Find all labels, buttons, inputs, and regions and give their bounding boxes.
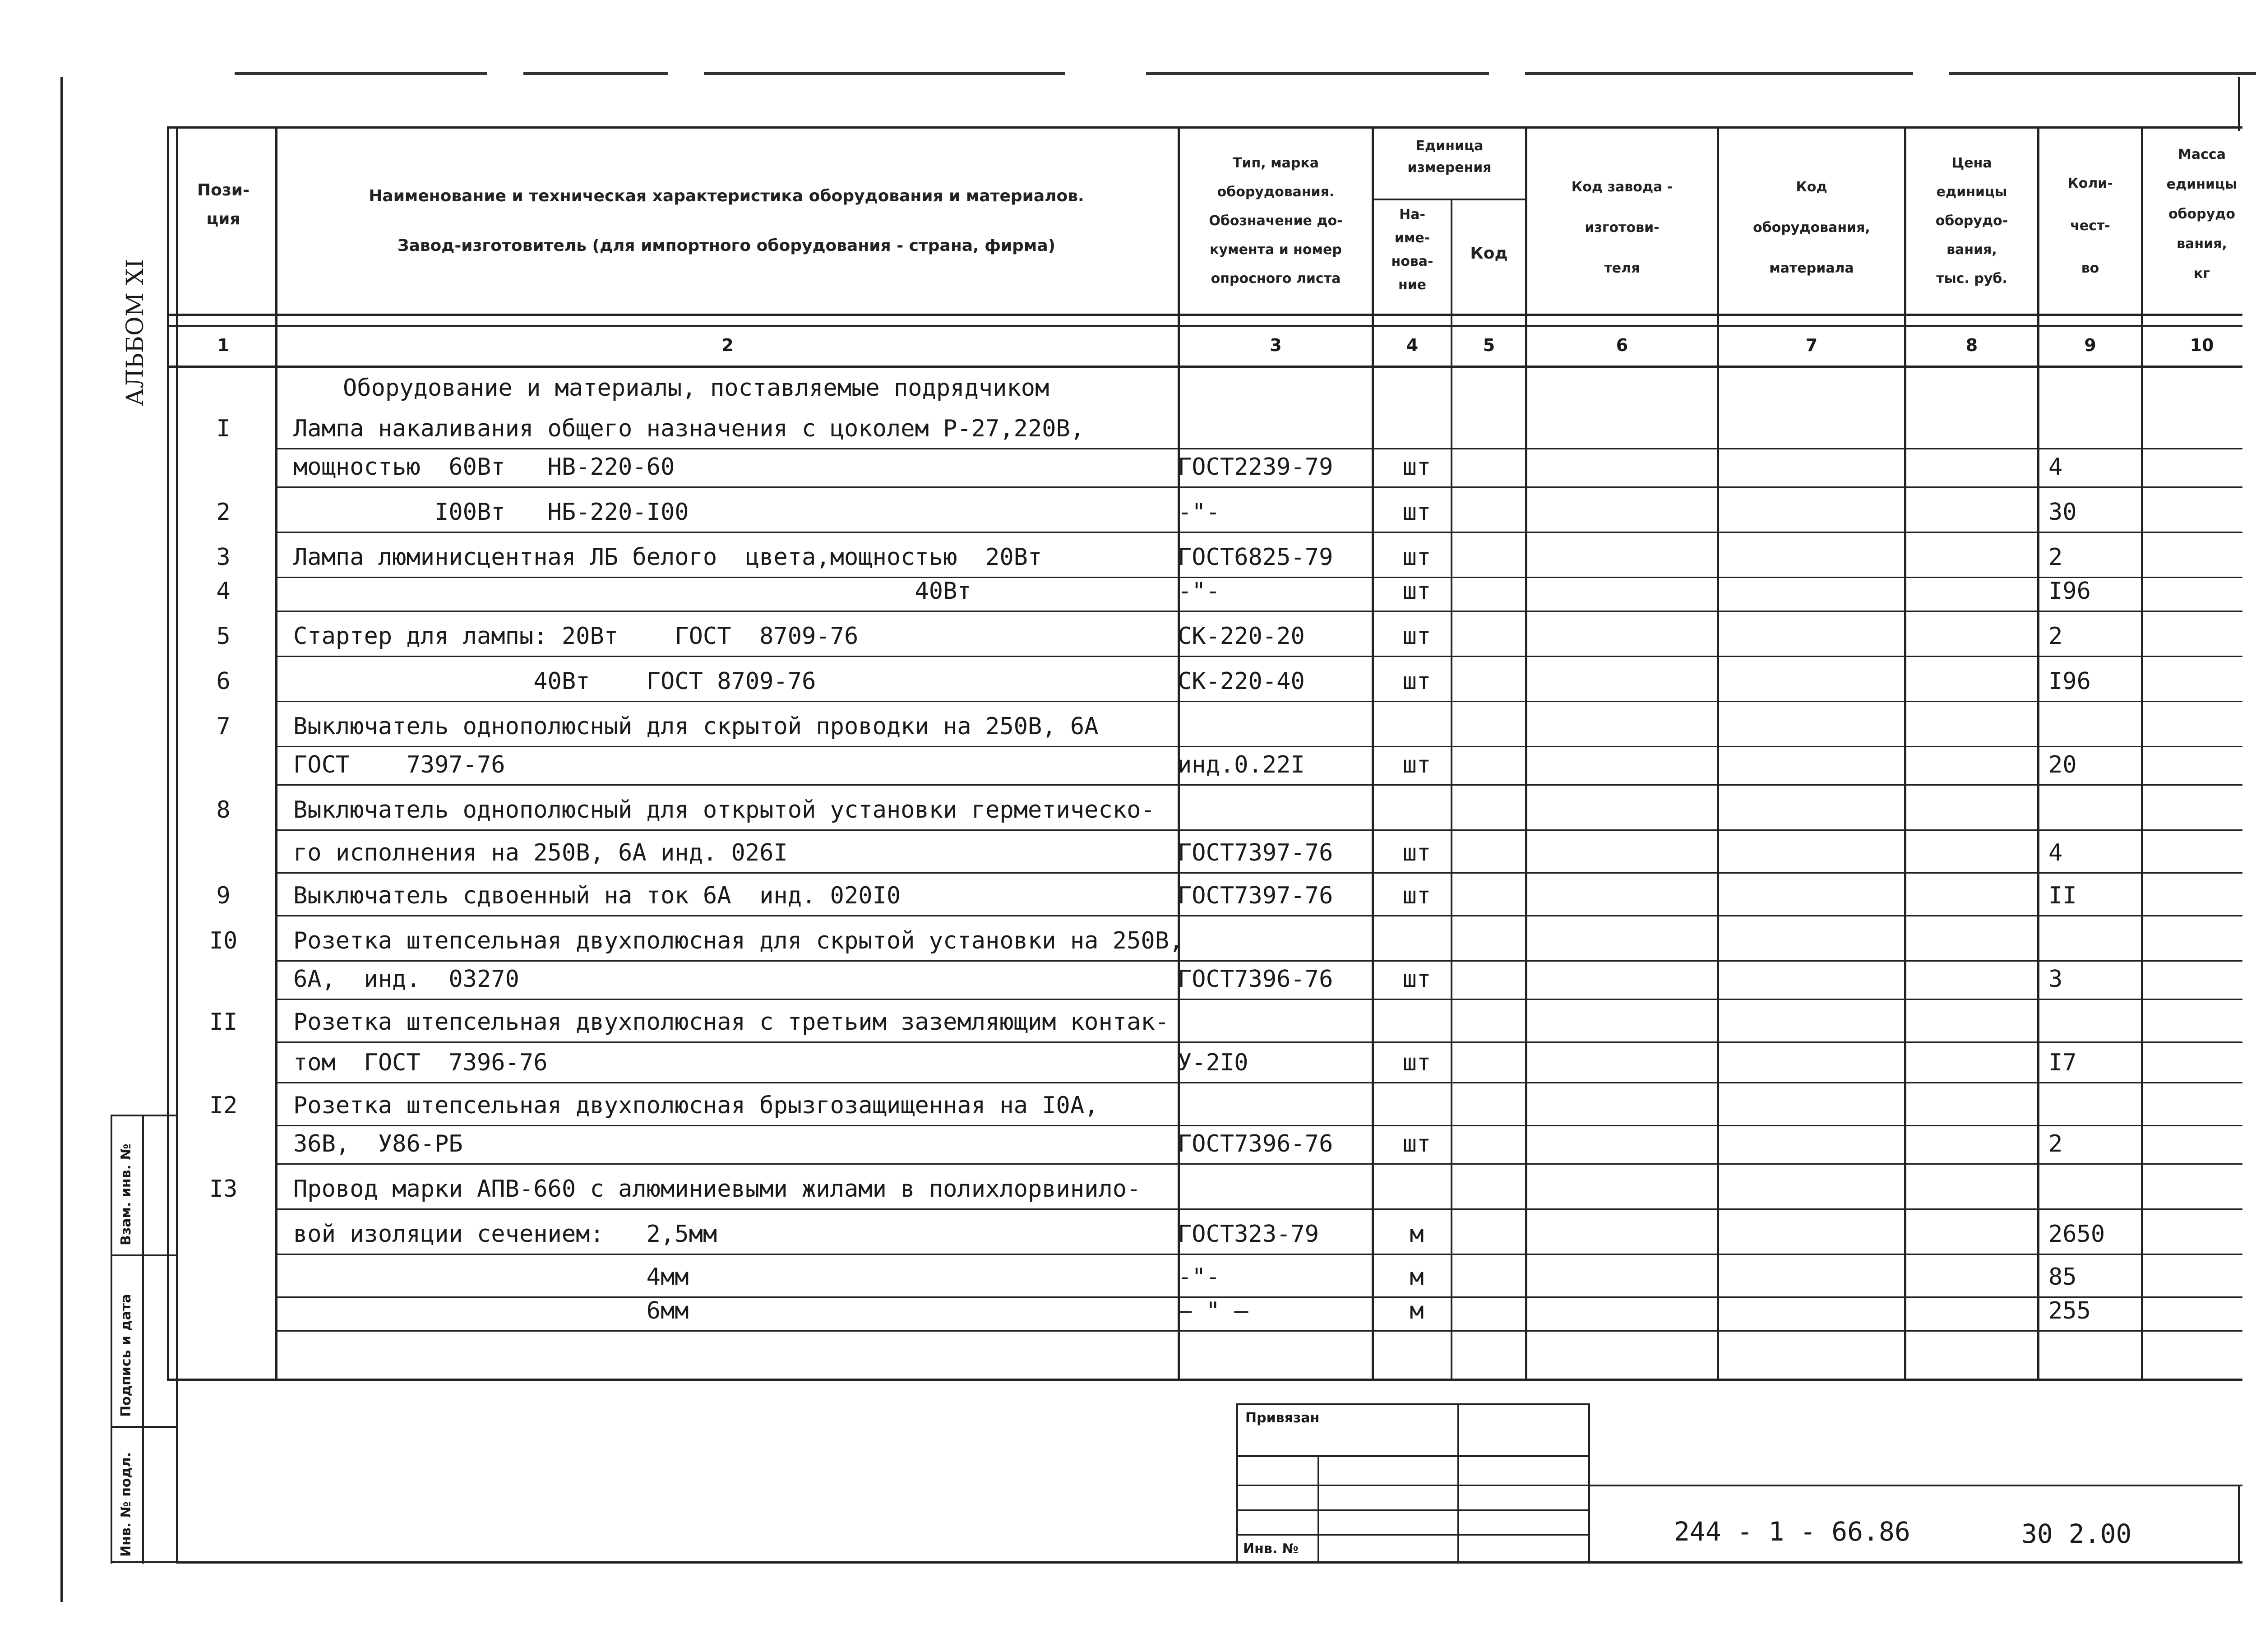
row-name: 4мм (293, 1263, 689, 1291)
side-podpis-data: Подпись и дата (118, 1294, 134, 1417)
row-quantity: 2 (2048, 623, 2063, 650)
colnum-3: 3 (1270, 335, 1282, 355)
table-row (0, 745, 2256, 785)
row-quantity: 4 (2048, 839, 2063, 866)
row-name: том ГОСТ 7396-76 (293, 1049, 548, 1076)
row-quantity: 30 (2048, 499, 2077, 526)
row-position: 2 (216, 499, 231, 526)
row-position: 6 (216, 668, 231, 695)
row-position: 7 (216, 713, 231, 740)
row-name: Розетка штепсельная двухполюсная брызгозащищенная на I0А, (293, 1092, 1099, 1119)
row-name: Розетка штепсельная двухполюсная с третьим заземляющим контак- (293, 1009, 1170, 1036)
table-row (0, 921, 2256, 961)
row-quantity: 4 (2048, 453, 2063, 481)
row-quantity: 3 (2048, 966, 2063, 993)
document-code: 244 - 1 - 66.86 (1674, 1516, 1910, 1547)
row-position: I2 (209, 1092, 238, 1119)
row-unit: шт (1402, 751, 1431, 778)
row-unit: шт (1402, 1049, 1431, 1076)
row-quantity: 2 (2048, 1130, 2063, 1157)
header-name: Наименование и техническая характеристика оборудования и материалов. Завод-изготовитель (для импортного оборудования - страна, фирма) (369, 187, 1084, 255)
row-name: Выключатель однополюсный для скрытой проводки на 250В, 6А (293, 713, 1099, 740)
row-unit: м (1410, 1221, 1424, 1248)
colnum-5: 5 (1483, 335, 1495, 355)
row-position: I (216, 415, 231, 442)
row-name: 6А, инд. 03270 (293, 966, 519, 993)
colnum-4: 4 (1406, 335, 1419, 355)
row-name: 40Вт ГОСТ 8709-76 (293, 668, 816, 695)
row-quantity: I7 (2048, 1049, 2077, 1076)
table-row (0, 571, 2256, 611)
row-name: Лампа люминисцентная ЛБ белого цвета,мощностью 20Вт (293, 544, 1042, 571)
row-quantity: 2650 (2048, 1221, 2105, 1248)
row-quantity: 85 (2048, 1263, 2077, 1291)
colnum-2: 2 (721, 335, 734, 355)
row-position: 3 (216, 544, 231, 571)
table-row (0, 616, 2256, 657)
header-position: Пози- ция (197, 181, 250, 228)
table-row (0, 661, 2256, 702)
colnum-8: 8 (1965, 335, 1978, 355)
row-name: вой изоляции сечением: 2,5мм (293, 1221, 717, 1248)
side-inv-podl: Инв. № подл. (118, 1452, 134, 1557)
row-unit: м (1410, 1263, 1424, 1291)
stamp-inv-no: Инв. № (1243, 1541, 1299, 1557)
row-name: го исполнения на 250В, 6А инд. 026I (293, 839, 788, 866)
stamp-privyazan: Привязан (1245, 1410, 1320, 1426)
row-unit: шт (1402, 1130, 1431, 1157)
header-equipment-code: Код оборудования, материала (1753, 179, 1870, 276)
table-row (0, 1214, 2256, 1254)
header-factory-code: Код завода - изготови- теля (1571, 179, 1673, 276)
row-name: 36В, У86-РБ (293, 1130, 463, 1157)
header-type: Тип, марка оборудования. Обозначение до- кумента и номер опросного листа (1209, 155, 1343, 287)
row-name: Розетка штепсельная двухполюсная для скрытой установки на 250В, (293, 927, 1183, 954)
colnum-1: 1 (217, 335, 230, 355)
colnum-7: 7 (1805, 335, 1818, 355)
row-document: -"- (1178, 1263, 1220, 1291)
header-unit-code: Код (1470, 244, 1508, 263)
row-document: — " — (1178, 1297, 1248, 1324)
row-name: Лампа накаливания общего назначения с цоколем Р-27,220В, (293, 415, 1085, 442)
row-name: 6мм (293, 1297, 689, 1324)
row-document: ГОСТ7397-76 (1178, 882, 1333, 909)
row-name: Провод марки АПВ-660 с алюминиевыми жилами в полихлорвинило- (293, 1175, 1141, 1203)
row-unit: шт (1402, 966, 1431, 993)
row-quantity: II (2048, 882, 2077, 909)
row-position: 8 (216, 796, 231, 824)
section-title: Оборудование и материалы, поставляемые подрядчиком (343, 375, 1049, 402)
side-vzam-inv: Взам. инв. № (118, 1143, 134, 1245)
row-quantity: I96 (2048, 578, 2091, 605)
row-name: 40Вт (293, 578, 971, 605)
colnum-10: 10 (2190, 335, 2214, 355)
row-position: 9 (216, 882, 231, 909)
row-name: ГОСТ 7397-76 (293, 751, 505, 778)
row-document: У-2I0 (1178, 1049, 1248, 1076)
table-row (0, 408, 2256, 449)
header-price: Цена единицы оборудо- вания, тыс. руб. (1935, 155, 2008, 287)
row-position: II (209, 1009, 238, 1036)
header-unit-group: Единица измерения (1407, 138, 1492, 176)
table-row (0, 1085, 2256, 1126)
table-row (0, 492, 2256, 532)
table-row (0, 1042, 2256, 1083)
row-unit: шт (1402, 453, 1431, 481)
row-document: ГОСТ323-79 (1178, 1221, 1319, 1248)
row-position: 5 (216, 623, 231, 650)
row-unit: шт (1402, 499, 1431, 526)
table-row (0, 447, 2256, 487)
header-unit-name: На- име- нова- ние (1391, 207, 1433, 293)
row-name: I00Вт НБ-220-I00 (293, 499, 689, 526)
row-document: инд.0.22I (1178, 751, 1305, 778)
row-name: мощностью 60Вт НВ-220-60 (293, 453, 675, 481)
row-document: -"- (1178, 578, 1220, 605)
row-quantity: 2 (2048, 544, 2063, 571)
header-mass: Масса единицы оборудо вания, кг (2166, 147, 2238, 282)
table-row (0, 706, 2256, 747)
table-row (0, 833, 2256, 873)
album-label: АЛЬБОМ XI (122, 259, 149, 406)
row-name: Выключатель сдвоенный на ток 6А инд. 020I0 (293, 882, 901, 909)
row-document: ГОСТ2239-79 (1178, 453, 1333, 481)
row-quantity: 255 (2048, 1297, 2091, 1324)
row-unit: шт (1402, 544, 1431, 571)
row-name: Выключатель однополюсный для открытой установки герметическо- (293, 796, 1155, 824)
row-document: ГОСТ7397-76 (1178, 839, 1333, 866)
table-row (0, 959, 2256, 1000)
row-unit: шт (1402, 839, 1431, 866)
row-unit: шт (1402, 578, 1431, 605)
table-row (0, 1124, 2256, 1164)
colnum-6: 6 (1616, 335, 1628, 355)
table-row (0, 1002, 2256, 1042)
row-position: I0 (209, 927, 238, 954)
table-row (0, 1291, 2256, 1331)
table-row (0, 875, 2256, 916)
sheet-code: 30 2.00 (2021, 1518, 2132, 1549)
header-quantity: Коли- чест- во (2067, 176, 2113, 276)
row-position: 4 (216, 578, 231, 605)
row-unit: м (1410, 1297, 1424, 1324)
row-document: -"- (1178, 499, 1220, 526)
row-document: ГОСТ7396-76 (1178, 966, 1333, 993)
row-position: I3 (209, 1175, 238, 1203)
row-document: СК-220-40 (1178, 668, 1305, 695)
row-unit: шт (1402, 882, 1431, 909)
row-unit: шт (1402, 668, 1431, 695)
row-unit: шт (1402, 623, 1431, 650)
table-row (0, 790, 2256, 830)
row-name: Стартер для лампы: 20Вт ГОСТ 8709-76 (293, 623, 859, 650)
row-document: СК-220-20 (1178, 623, 1305, 650)
colnum-9: 9 (2084, 335, 2096, 355)
row-quantity: 20 (2048, 751, 2077, 778)
row-document: ГОСТ6825-79 (1178, 544, 1333, 571)
row-quantity: I96 (2048, 668, 2091, 695)
table-row (0, 1169, 2256, 1209)
row-document: ГОСТ7396-76 (1178, 1130, 1333, 1157)
